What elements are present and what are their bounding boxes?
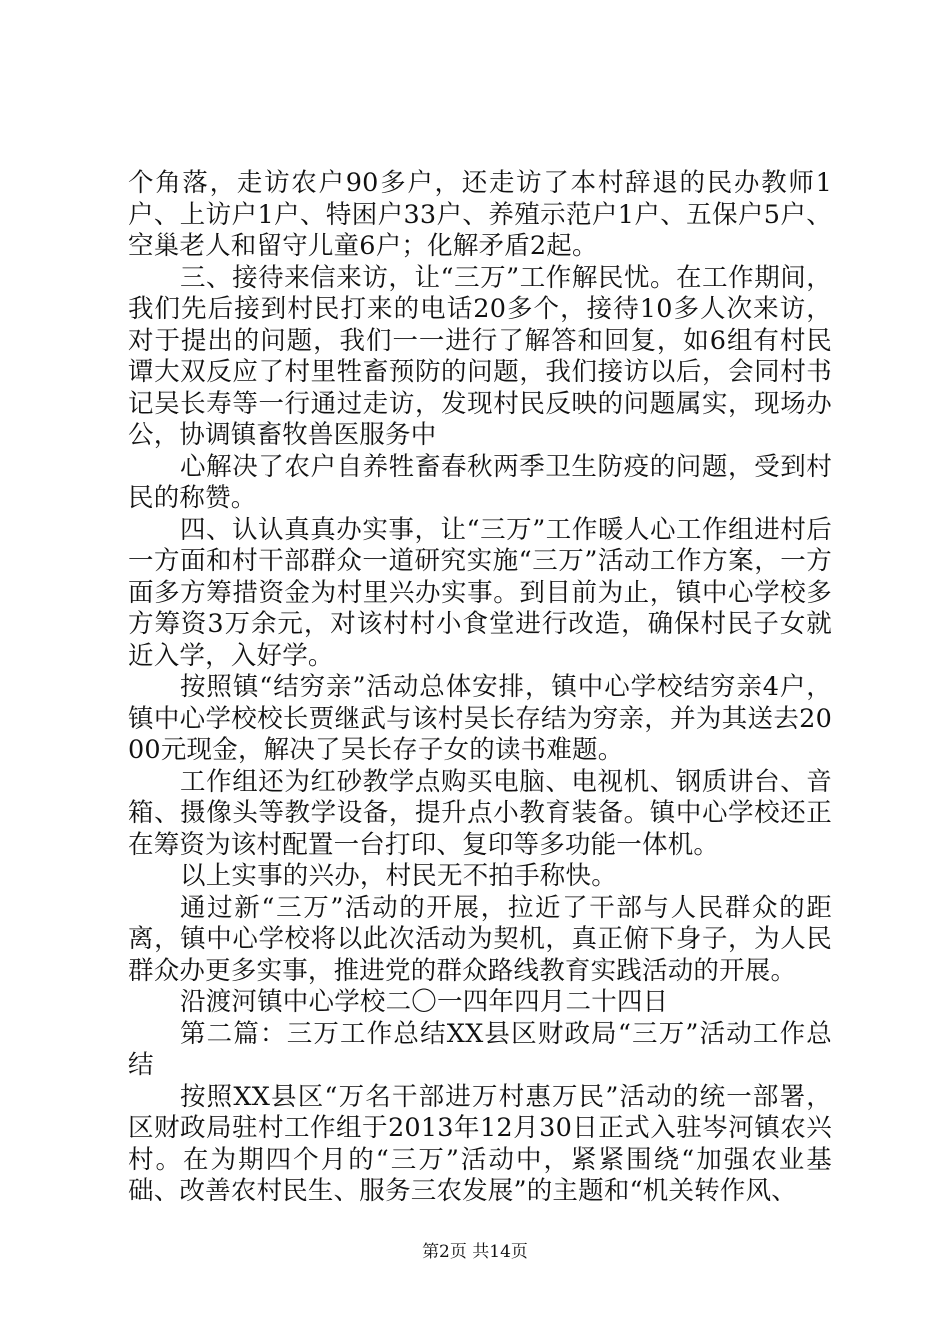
page-number: 第2页 共14页 <box>422 1242 528 1262</box>
paragraph-8: 通过新“三万”活动的开展，拉近了干部与人民群众的距离，镇中心学校将以此次活动为契机，真正俯下身子，为人民群众办更多实事，推进党的群众路线教育实践活动的开展。 <box>128 892 832 986</box>
paragraph-3: 心解决了农户自养牲畜春秋两季卫生防疫的问题，受到村民的称赞。 <box>128 451 832 513</box>
paragraph-4: 四、认认真真办实事，让“三万”工作暖人心工作组进村后一方面和村干部群众一道研究实施“三万”活动工作方案，一方面多方筹措资金为村里兴办实事。到目前为止，镇中心学校多方筹资3万余元，对该村村小食堂进行改造，确保村民子女就近入学，入好学。 <box>128 514 832 671</box>
signature-line: 沿渡河镇中心学校二〇一四年四月二十四日 <box>180 987 669 1017</box>
section-heading: 第二篇：三万工作总结XX县区财政局“三万”活动工作总结 <box>128 1018 832 1080</box>
paragraph-5: 按照镇“结穷亲”活动总体安排，镇中心学校结穷亲4户，镇中心学校校长贾继武与该村吴长存结为穷亲，并为其送去2000元现金，解决了吴长存子女的读书难题。 <box>128 672 832 765</box>
paragraph-2: 三、接待来信来访，让“三万”工作解民忧。在工作期间，我们先后接到村民打来的电话20多个，接待10多人次来访，对于提出的问题，我们一一进行了解答和回复，如6组有村民谭大双反应了村里牲畜预防的问题，我们接访以后，会同村书记吴长寿等一行通过走访，发现村民反映的问题属实，现场办公，协调镇畜牧兽医服务中 <box>128 262 832 450</box>
paragraph-7: 以上实事的兴办，村民无不拍手称快。 <box>180 861 617 891</box>
document-body <box>128 168 832 1208</box>
paragraph-6: 工作组还为红砂教学点购买电脑、电视机、钢质讲台、音箱、摄像头等教学设备，提升点小教育装备。镇中心学校还正在筹资为该村配置一台打印、复印等多功能一体机。 <box>128 766 832 860</box>
paragraph-1: 个角落，走访农户90多户，还走访了本村辞退的民办教师1户、上访户1户、特困户33户、养殖示范户1户、五保户5户、空巢老人和留守儿童6户；化解矛盾2起。 <box>128 168 832 261</box>
paragraph-11: 按照XX县区“万名干部进万村惠万民”活动的统一部署，区财政局驻村工作组于2013年12月30日正式入驻岑河镇农兴村。在为期四个月的“三万”活动中，紧紧围绕“加强农业基础、改善农村民生、服务三农发展”的主题和“机关转作风、 <box>128 1081 832 1206</box>
